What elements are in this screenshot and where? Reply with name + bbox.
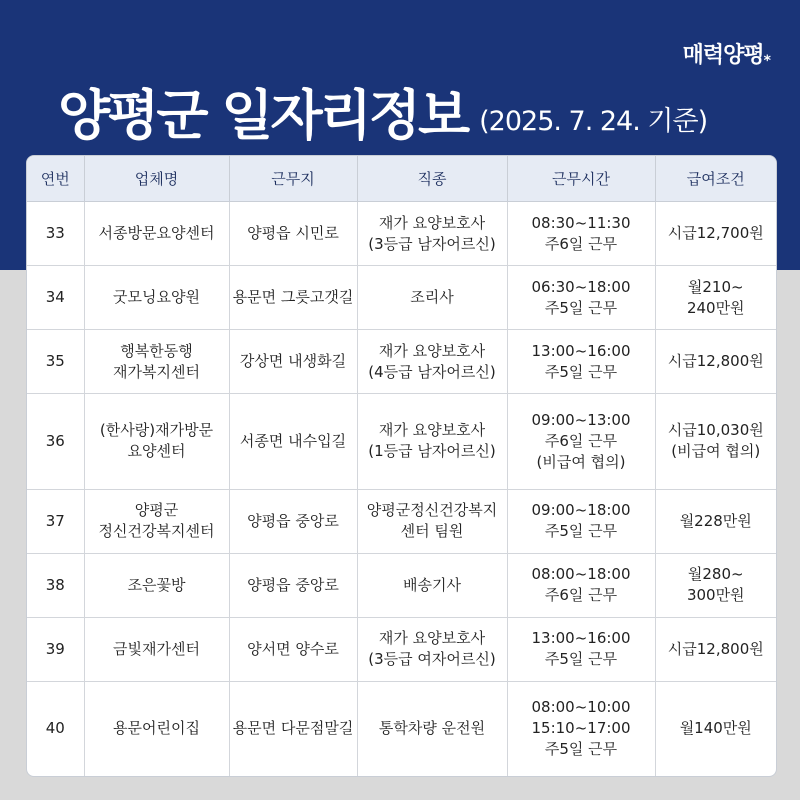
cell-location: 용문면 그릇고갯길 bbox=[229, 266, 357, 330]
column-header-hours: 근무시간 bbox=[507, 156, 655, 202]
cell-pay: 월280~ 300만원 bbox=[655, 553, 776, 617]
column-header-pay: 급여조건 bbox=[655, 156, 776, 202]
table-header-row bbox=[27, 156, 776, 202]
cell-location: 강상면 내생화길 bbox=[229, 330, 357, 394]
table-row bbox=[27, 394, 776, 489]
cell-hours: 09:00~18:00 주5일 근무 bbox=[507, 489, 655, 553]
cell-no: 33 bbox=[27, 202, 84, 266]
cell-job: 조리사 bbox=[357, 266, 507, 330]
cell-location: 용문면 다문점말길 bbox=[229, 681, 357, 776]
table-row bbox=[27, 266, 776, 330]
date-basis: (2025. 7. 24. 기준) bbox=[479, 106, 708, 137]
cell-no: 36 bbox=[27, 394, 84, 489]
table-row bbox=[27, 202, 776, 266]
cell-company: 서종방문요양센터 bbox=[84, 202, 229, 266]
column-header-company: 업체명 bbox=[84, 156, 229, 202]
cell-job: 재가 요양보호사 (1등급 남자어르신) bbox=[357, 394, 507, 489]
table-row bbox=[27, 617, 776, 681]
cell-pay: 월228만원 bbox=[655, 489, 776, 553]
cell-no: 39 bbox=[27, 617, 84, 681]
cell-company: 조은꽃방 bbox=[84, 553, 229, 617]
cell-location: 양평읍 시민로 bbox=[229, 202, 357, 266]
cell-hours: 13:00~16:00 주5일 근무 bbox=[507, 617, 655, 681]
cell-no: 35 bbox=[27, 330, 84, 394]
cell-pay: 시급10,030원 (비급여 협의) bbox=[655, 394, 776, 489]
cell-job: 재가 요양보호사 (3등급 여자어르신) bbox=[357, 617, 507, 681]
cell-company: 용문어린이집 bbox=[84, 681, 229, 776]
star-icon: * bbox=[763, 53, 770, 69]
table-row bbox=[27, 489, 776, 553]
column-header-job: 직종 bbox=[357, 156, 507, 202]
cell-company: 양평군 정신건강복지센터 bbox=[84, 489, 229, 553]
cell-job: 통학차량 운전원 bbox=[357, 681, 507, 776]
cell-pay: 시급12,800원 bbox=[655, 617, 776, 681]
cell-job: 배송기사 bbox=[357, 553, 507, 617]
cell-pay: 시급12,700원 bbox=[655, 202, 776, 266]
table-row bbox=[27, 553, 776, 617]
cell-hours: 13:00~16:00 주5일 근무 bbox=[507, 330, 655, 394]
cell-company: 금빛재가센터 bbox=[84, 617, 229, 681]
cell-company: 굿모닝요양원 bbox=[84, 266, 229, 330]
cell-hours: 08:30~11:30 주6일 근무 bbox=[507, 202, 655, 266]
cell-location: 서종면 내수입길 bbox=[229, 394, 357, 489]
cell-no: 38 bbox=[27, 553, 84, 617]
cell-job: 재가 요양보호사 (3등급 남자어르신) bbox=[357, 202, 507, 266]
cell-hours: 08:00~10:00 15:10~17:00 주5일 근무 bbox=[507, 681, 655, 776]
job-table bbox=[27, 156, 776, 776]
logo-text: 매력양평 bbox=[682, 43, 764, 68]
cell-job: 양평군정신건강복지 센터 팀원 bbox=[357, 489, 507, 553]
headline bbox=[58, 78, 707, 148]
cell-hours: 06:30~18:00 주5일 근무 bbox=[507, 266, 655, 330]
cell-pay: 월210~ 240만원 bbox=[655, 266, 776, 330]
cell-location: 양서면 양수로 bbox=[229, 617, 357, 681]
cell-no: 34 bbox=[27, 266, 84, 330]
cell-company: (한사랑)재가방문 요양센터 bbox=[84, 394, 229, 489]
cell-hours: 08:00~18:00 주6일 근무 bbox=[507, 553, 655, 617]
cell-no: 37 bbox=[27, 489, 84, 553]
cell-hours: 09:00~13:00 주6일 근무 (비급여 협의) bbox=[507, 394, 655, 489]
cell-job: 재가 요양보호사 (4등급 남자어르신) bbox=[357, 330, 507, 394]
page-title: 양평군 일자리정보 bbox=[58, 84, 468, 147]
table-row bbox=[27, 330, 776, 394]
job-table-card bbox=[26, 155, 777, 777]
column-header-no: 연번 bbox=[27, 156, 84, 202]
cell-location: 양평읍 중앙로 bbox=[229, 553, 357, 617]
brand-logo bbox=[683, 38, 770, 69]
cell-location: 양평읍 중앙로 bbox=[229, 489, 357, 553]
cell-no: 40 bbox=[27, 681, 84, 776]
column-header-location: 근무지 bbox=[229, 156, 357, 202]
cell-pay: 시급12,800원 bbox=[655, 330, 776, 394]
cell-pay: 월140만원 bbox=[679, 719, 752, 738]
table-row bbox=[27, 681, 776, 776]
cell-company: 행복한동행 재가복지센터 bbox=[84, 330, 229, 394]
